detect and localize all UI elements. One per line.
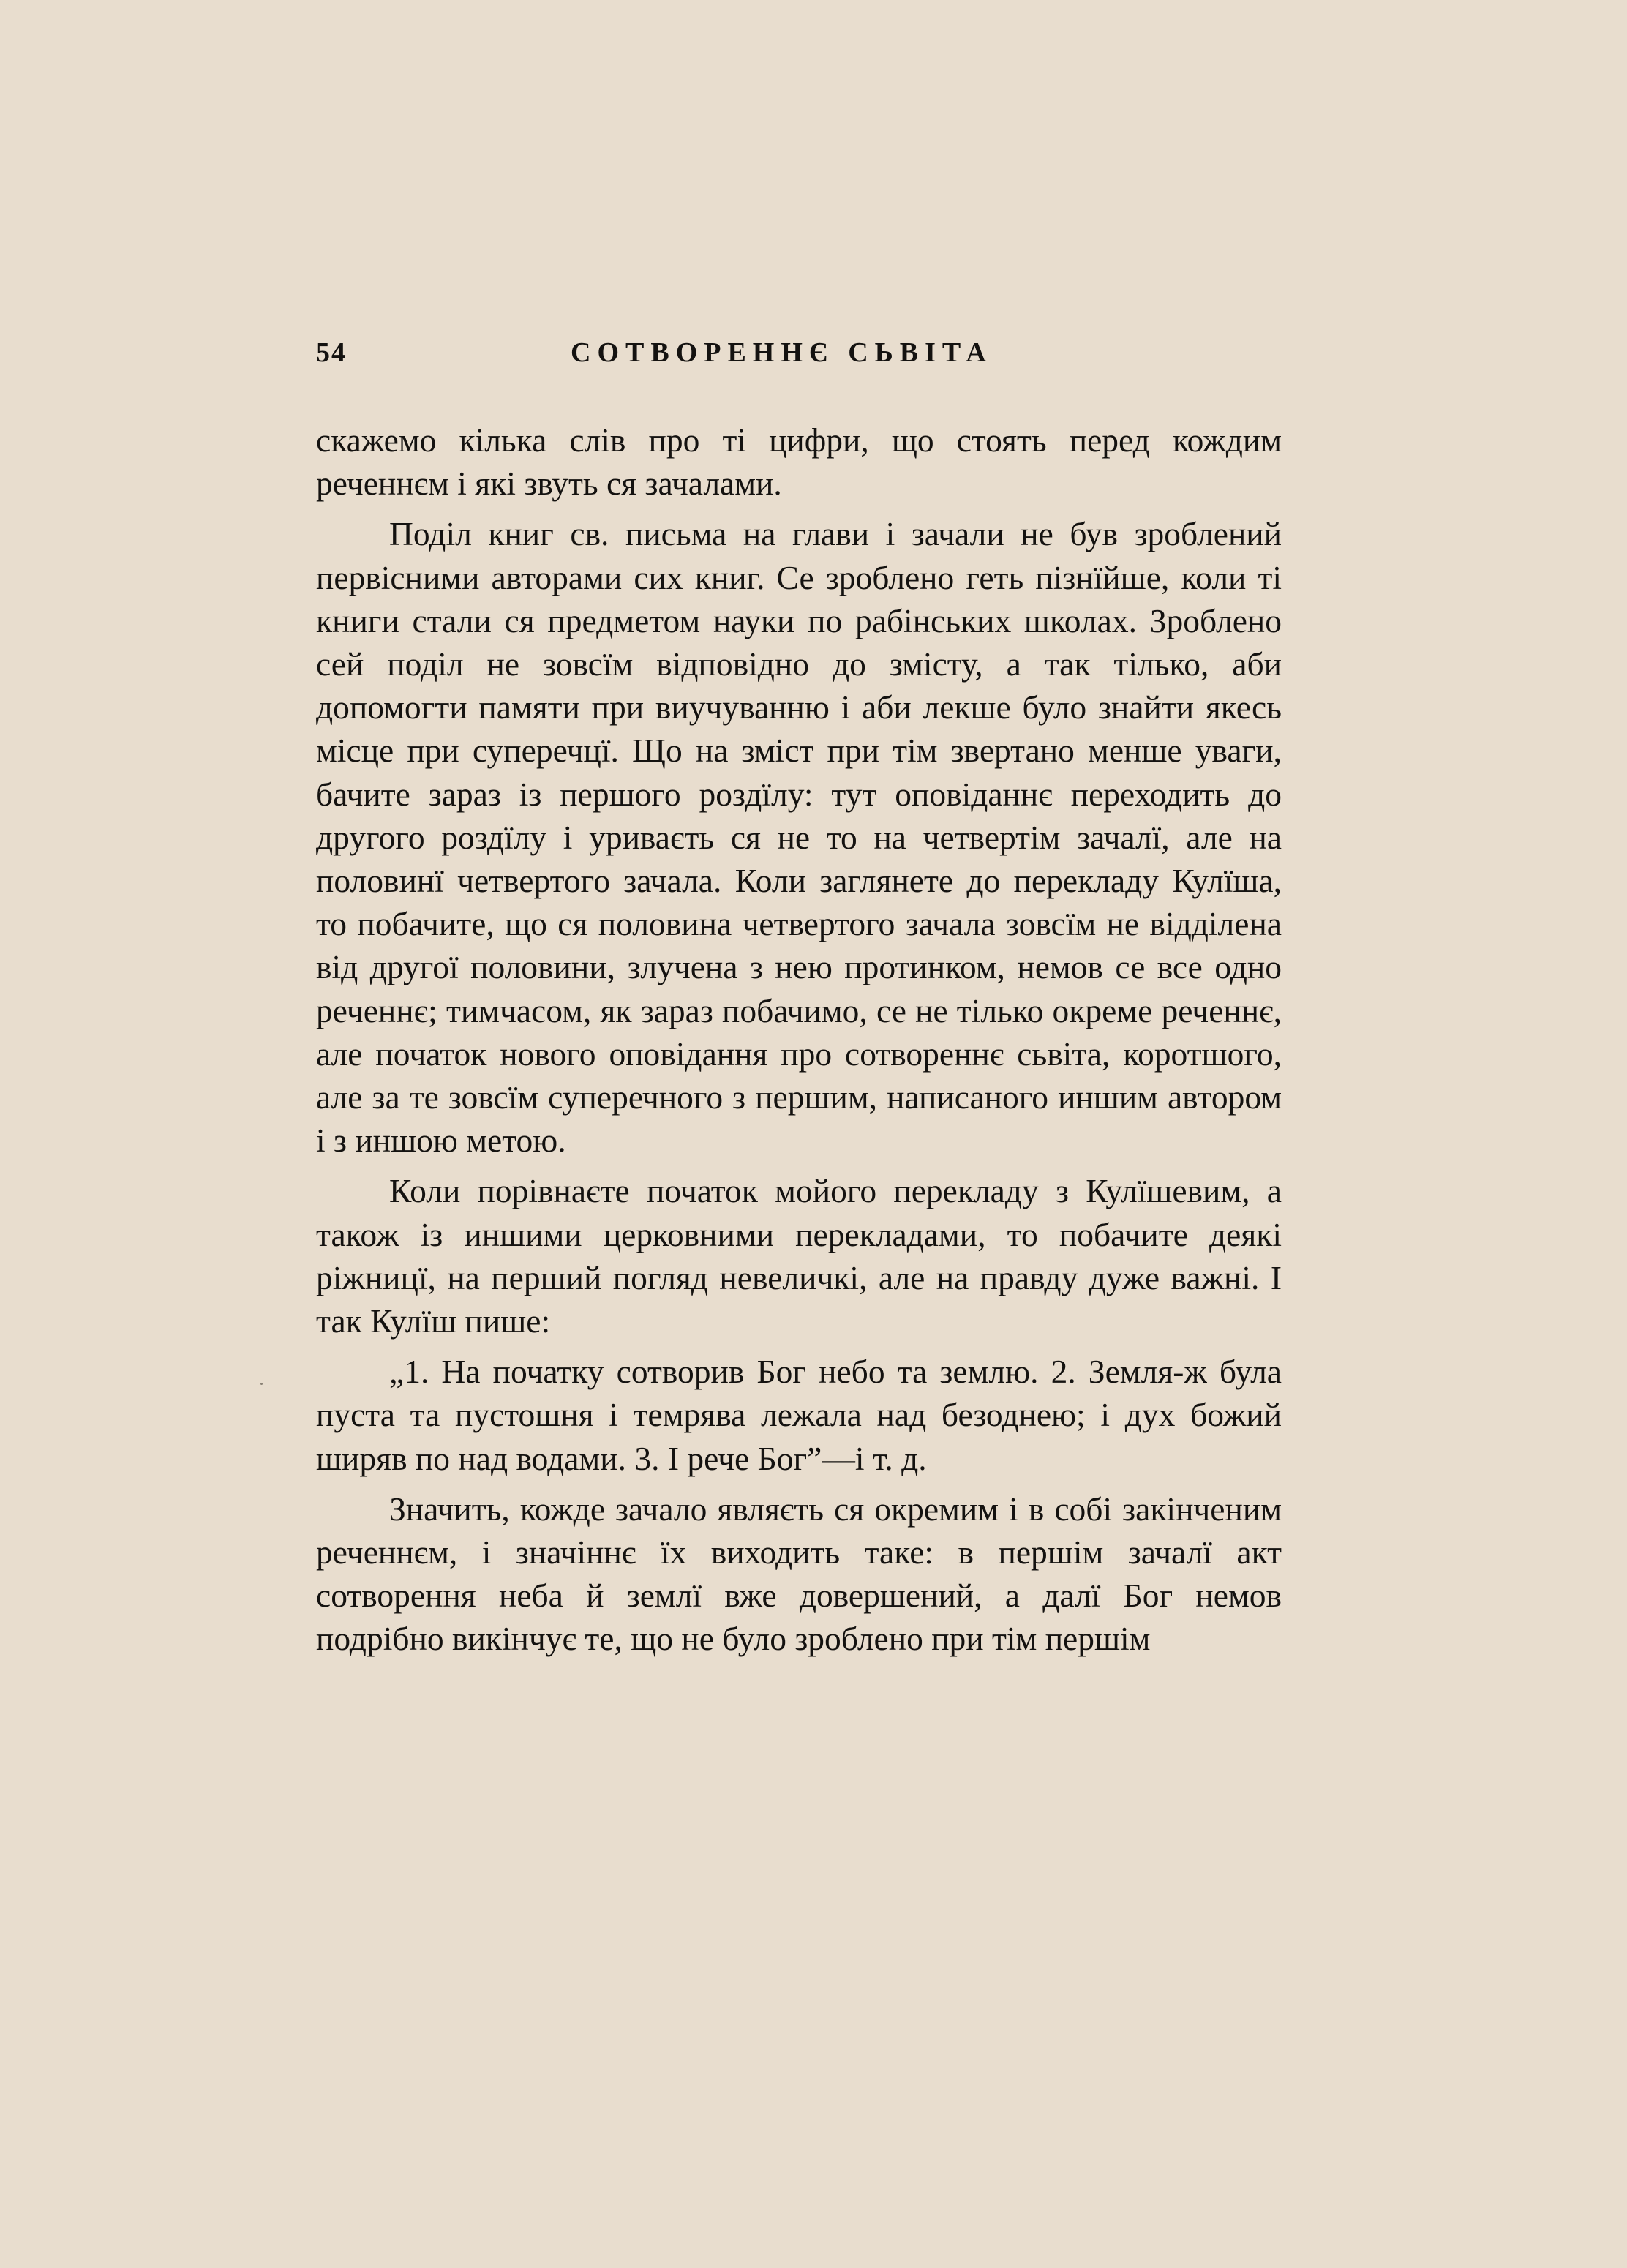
margin-speck (260, 1383, 263, 1385)
paragraph-meaning: Значить, кожде зачало являєть ся окремим і в собі закінченим реченнєм, і значіннє їх виходить таке: в першім зачалї акт сотворення неба й землї вже довершений, а далї Бог немов подрібно викінчує те, що не було зроблено при тім першім (316, 1490, 1282, 1658)
book-page (316, 322, 1282, 1661)
quotation-kulish: „1. На початку сотворив Бог небо та землю. 2. Земля-ж була пуста та пустошня і темрява лежала над безоднею; і дух божий ширяв по над водами. 3. І рече Бог”—і т. д. (316, 1353, 1282, 1477)
body-text (316, 418, 1282, 1661)
running-head (316, 322, 1282, 373)
page-number: 54 (316, 337, 347, 368)
paragraph-comparison: Коли порівнаєте початок мойого перекладу з Кулїшевим, а також із иншими церковними перекладами, то побачите деякі ріжницї, на перший погляд невеличкі, але на правду дуже важні. І так Кулїш пише: (316, 1172, 1282, 1340)
running-title: СОТВОРЕННЄ СЬВІТА (571, 337, 993, 368)
paragraph-division-of-books: Поділ книг св. письма на глави і зачали не був зроблений первісними авторами сих книг. Се зроблено геть пізнїйше, коли ті книги стали ся предметом науки по рабінських школах. Зроблено сей поділ не зовсїм відповідно до змісту, а так тілько, аби допомогти памяти при виучуванню і аби лекше було знайти якесь місце при суперечцї. Що на зміст при тім звертано менше уваги, бачите зараз із першого роздїлу: тут оповіданнє переходить до другого роздїлу і уриваєть ся не то на четвертім зачалї, але на половинї четвертого зачала. Коли заглянете до перекладу Кулїша, то побачите, що ся половина четвертого зачала зовсїм не відділена від другої половини, злучена з нею протинком, немов се все одно реченнє; тимчасом, як зараз побачимо, се не тілько окреме реченнє, але початок нового оповідання про сотвореннє сьвіта, коротшого, але за те зовсїм суперечного з першим, написаного иншим автором і з иншою метою. (316, 515, 1282, 1160)
paragraph-continuation: скажемо кілька слів про ті цифри, що стоять перед кождим реченнєм і які звуть ся зачалами. (316, 421, 1282, 503)
